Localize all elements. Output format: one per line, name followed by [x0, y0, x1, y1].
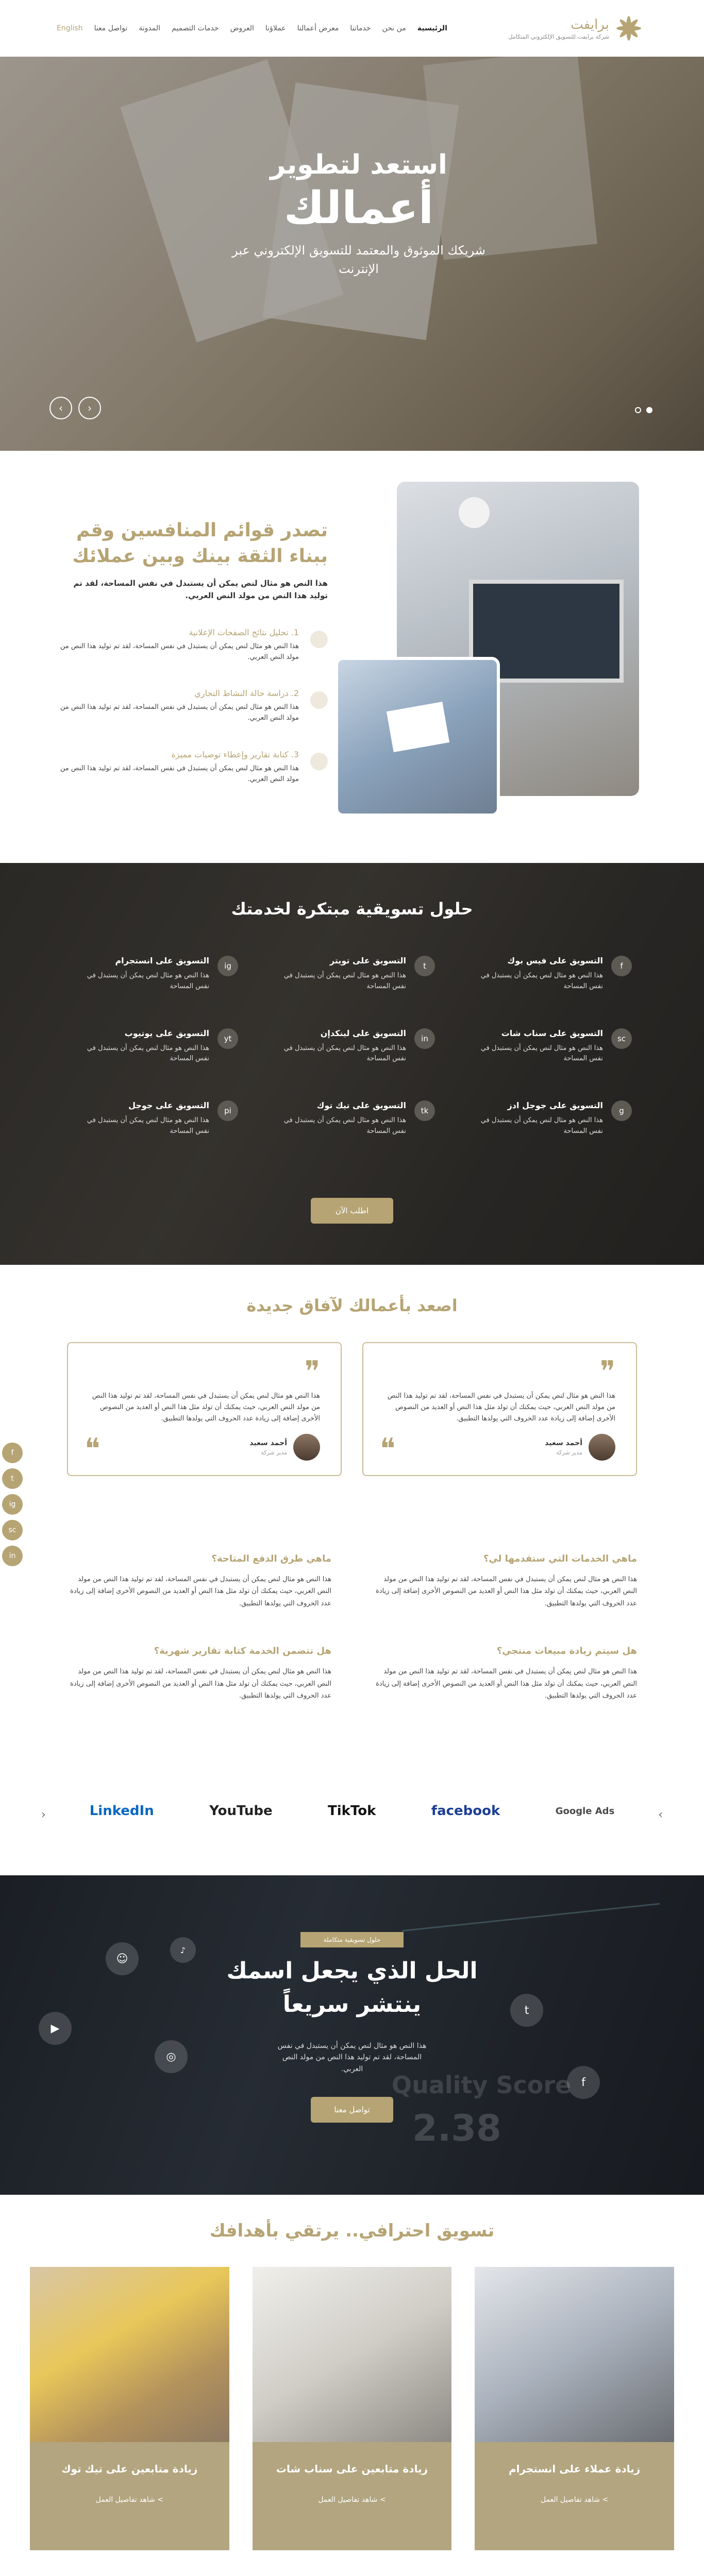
hero-subtitle: شريكك الموثوق والمعتمد للتسويق الإلكتروني عبر الإنترنت: [232, 243, 485, 276]
nav-item-home[interactable]: الرئيسية: [417, 24, 447, 32]
service-desc: هذا النص هو مثال لنص يمكن أن يستبدل في نفس المساحة: [480, 1044, 603, 1063]
faq-item[interactable]: [373, 1646, 637, 1702]
main-menu: [57, 24, 447, 32]
snapchat-icon: ☺: [106, 1942, 139, 1975]
top-navbar: [0, 0, 704, 57]
tablet-image: [335, 657, 500, 817]
service-title: التسويق على انستجرام: [115, 956, 209, 965]
feature-title: 1. تحليل نتائج الصفحات الإعلانية: [189, 627, 299, 637]
work-card[interactable]: [475, 2267, 674, 2550]
quote-icon: ❞: [304, 1355, 320, 1388]
service-item[interactable]: [72, 1100, 238, 1137]
service-title: التسويق على يوتيوب: [124, 1028, 209, 1038]
feature-item: [60, 688, 328, 724]
brand-logo-tiktok: TikTok: [328, 1803, 376, 1819]
cta-title-line1: الحل الذي يجعل اسمك: [226, 1958, 478, 1984]
service-item[interactable]: [269, 1028, 435, 1065]
brand-logo-facebook: facebook: [431, 1803, 500, 1819]
faq-question[interactable]: ماهي الخدمات التي ستقدمها لي؟: [483, 1553, 637, 1564]
faq-question[interactable]: ماهي طرق الدفع المتاحة؟: [211, 1553, 331, 1564]
nav-item-services[interactable]: خدماتنا: [350, 24, 371, 32]
service-desc: هذا النص هو مثال لنص يمكن أن يستبدل في نفس المساحة: [87, 1116, 209, 1135]
nav-item-blog[interactable]: المدونة: [139, 24, 161, 32]
work-details-link[interactable]: > شاهد تفاصيل العمل: [95, 2496, 163, 2504]
service-item[interactable]: [269, 1100, 435, 1137]
avatar: [589, 1434, 615, 1461]
google-ads-icon: g: [611, 1100, 632, 1121]
faq-item[interactable]: [373, 1553, 637, 1609]
service-desc: هذا النص هو مثال لنص يمكن أن يستبدل في نفس المساحة: [480, 972, 603, 990]
instagram-icon: ◎: [155, 2040, 188, 2073]
service-desc: هذا النص هو مثال لنص يمكن أن يستبدل في نفس المساحة: [283, 972, 406, 990]
twitter-icon: t: [510, 1994, 543, 2027]
testimonial-text: هذا النص هو مثال لنص يمكن أن يستبدل في نفس المساحة، لقد تم توليد هذا النص من مولد النص العربي، حيث يمكنك أن تولد مثل هذا النص أو العديد من النصوص الأخرى إضافة إلى زيادة عدد الحروف التي يولدها التطبيق.: [387, 1392, 615, 1423]
work-image: [253, 2267, 452, 2442]
work-details-link[interactable]: > شاهد تفاصيل العمل: [318, 2496, 386, 2504]
slider-dot[interactable]: [635, 407, 641, 413]
service-title: التسويق على تويتر: [329, 956, 406, 965]
testimonial-card: [67, 1342, 342, 1476]
faq-answer: هذا النص هو مثال لنص يمكن أن يستبدل في نفس المساحة، لقد تم توليد هذا النص من مولد النص العربي، حيث يمكنك أن تولد مثل هذا النص أو العديد من النصوص الأخرى إضافة إلى زيادة عدد الحروف التي يولدها التطبيق.: [70, 1668, 331, 1700]
service-item[interactable]: [466, 1100, 632, 1137]
tiktok-icon: ♪: [170, 1937, 196, 1963]
hero-line2: أعمالك: [283, 182, 434, 234]
work-image: [475, 2267, 674, 2442]
about-desc: هذا النص هو مثال لنص يمكن أن يستبدل في نفس المساحة، لقد تم توليد هذا النص من مولد النص العربي.: [73, 578, 328, 600]
service-title: التسويق على لينكدإن: [320, 1028, 406, 1038]
quote-icon: ❝: [380, 1432, 396, 1466]
service-title: التسويق على سناب شات: [501, 1028, 603, 1038]
facebook-icon: f: [611, 956, 632, 976]
person-role: مدير شركة: [556, 1449, 582, 1456]
service-desc: هذا النص هو مثال لنص يمكن أن يستبدل في نفس المساحة: [283, 1044, 406, 1063]
tiktok-icon: tk: [414, 1100, 435, 1121]
nav-item-portfolio[interactable]: معرض أعمالنا: [297, 24, 339, 32]
cta-desc: هذا النص هو مثال لنص يمكن أن يستبدل في نفس المساحة، لقد تم توليد هذا النص من مولد النص العربي.: [277, 2042, 427, 2073]
service-item[interactable]: [72, 956, 238, 992]
logo[interactable]: [509, 15, 643, 42]
faq-question[interactable]: هل تتضمن الخدمة كتابة تقارير شهرية؟: [154, 1646, 331, 1657]
work-image: [30, 2267, 229, 2442]
about-section: [0, 451, 704, 863]
service-item[interactable]: [72, 1028, 238, 1065]
brands-next-arrow[interactable]: ›: [658, 1808, 663, 1821]
faq-item[interactable]: [67, 1553, 331, 1609]
faq-question[interactable]: هل سيتم زيادة مبيعات منتجي؟: [496, 1646, 637, 1657]
cta-section: [0, 1875, 704, 2195]
feature-title: 3. كتابة تقارير وإعطاء توصيات مميزة: [171, 749, 299, 759]
nav-item-about[interactable]: من نحن: [382, 24, 406, 32]
testimonials-section: [0, 1265, 704, 1857]
youtube-icon: ▶: [39, 2012, 72, 2045]
side-social-bar: [2, 1443, 23, 1566]
feature-item: [60, 750, 328, 785]
nav-item-clients[interactable]: عملاؤنا: [265, 24, 286, 32]
google-icon: pi: [217, 1100, 238, 1121]
feature-desc: هذا النص هو مثال لنص يمكن أن يستبدل في نفس المساحة، لقد تم توليد هذا النص من مولد النص العربي.: [60, 703, 299, 722]
service-item[interactable]: [466, 956, 632, 992]
facebook-icon[interactable]: f: [2, 1443, 23, 1463]
testimonial-card: [362, 1342, 637, 1476]
hero-text: [230, 149, 488, 278]
about-title: تصدر قوائم المنافسين وقم ببناء الثقة بينك وبين عملائك: [72, 520, 328, 567]
quote-icon: ❞: [599, 1355, 615, 1388]
slider-dots: [635, 407, 652, 413]
services-section: [0, 863, 704, 1265]
work-card[interactable]: [253, 2267, 452, 2550]
work-card[interactable]: [30, 2267, 229, 2550]
feature-icon: [310, 691, 328, 709]
feature-item: [60, 628, 328, 663]
quote-icon: ❝: [85, 1432, 100, 1466]
snapchat-icon[interactable]: sc: [2, 1520, 23, 1540]
testimonials-title: اصعد بأعمالك لآفاق جديدة: [246, 1296, 458, 1315]
twitter-icon[interactable]: t: [2, 1468, 23, 1489]
order-now-button[interactable]: اطلب الآن: [311, 1198, 393, 1224]
linkedin-icon[interactable]: in: [2, 1546, 23, 1566]
logo-title: برايفت: [571, 16, 609, 32]
brand-logo-youtube: YouTube: [209, 1803, 273, 1819]
youtube-icon: yt: [217, 1028, 238, 1049]
facebook-icon: f: [567, 2066, 600, 2099]
work-details-link[interactable]: > شاهد تفاصيل العمل: [540, 2496, 609, 2504]
service-title: التسويق على جوجل: [128, 1100, 209, 1111]
brands-prev-arrow[interactable]: ‹: [41, 1808, 46, 1821]
instagram-icon: ig: [217, 956, 238, 976]
instagram-icon[interactable]: ig: [2, 1494, 23, 1515]
feature-title: 2. دراسة حالة النشاط التجاري: [194, 688, 299, 699]
linkedin-icon: in: [414, 1028, 435, 1049]
feature-icon: [310, 753, 328, 770]
slider-prev-button[interactable]: ›: [49, 397, 72, 419]
logo-icon: [615, 15, 642, 42]
service-title: التسويق على تيك توك: [316, 1100, 406, 1111]
feature-desc: هذا النص هو مثال لنص يمكن أن يستبدل في نفس المساحة، لقد تم توليد هذا النص من مولد النص العربي.: [60, 642, 299, 661]
slider-dot[interactable]: [646, 407, 652, 413]
person-name: أحمد سعيد: [249, 1438, 287, 1447]
service-desc: هذا النص هو مثال لنص يمكن أن يستبدل في نفس المساحة: [283, 1116, 406, 1135]
slider-next-button[interactable]: ‹: [78, 397, 101, 419]
service-desc: هذا النص هو مثال لنص يمكن أن يستبدل في نفس المساحة: [87, 1044, 209, 1063]
nav-item-design[interactable]: خدمات التصميم: [172, 24, 219, 32]
brands-carousel: [62, 1803, 642, 1819]
language-switch[interactable]: English: [57, 24, 83, 32]
avatar: [293, 1434, 320, 1461]
faq-answer: هذا النص هو مثال لنص يمكن أن يستبدل في نفس المساحة، لقد تم توليد هذا النص من مولد النص العربي، حيث يمكنك أن تولد مثل هذا النص أو العديد من النصوص الأخرى إضافة إلى زيادة عدد الحروف التي يولدها التطبيق.: [70, 1575, 331, 1607]
brand-logo-linkedin: LinkedIn: [89, 1803, 154, 1819]
feature-icon: [310, 631, 328, 648]
logo-subtitle: شركة برايفت للتسويق الإلكتروني المتكامل: [508, 33, 609, 40]
hero-line1: استعد لتطوير: [270, 149, 447, 180]
faq-item[interactable]: [67, 1646, 331, 1702]
works-title: تسويق احترافي.. يرتقي بأهدافك: [209, 2221, 495, 2241]
faq-answer: هذا النص هو مثال لنص يمكن أن يستبدل في نفس المساحة، لقد تم توليد هذا النص من مولد النص العربي، حيث يمكنك أن تولد مثل هذا النص أو العديد من النصوص الأخرى إضافة إلى زيادة عدد الحروف التي يولدها التطبيق.: [376, 1575, 637, 1607]
nav-item-contact[interactable]: تواصل معنا: [94, 24, 128, 32]
service-title: التسويق على جوجل ادز: [507, 1100, 603, 1111]
slider-arrows: [49, 397, 101, 419]
service-item[interactable]: [466, 1028, 632, 1065]
person-role: مدير شركة: [261, 1449, 287, 1456]
service-item[interactable]: [269, 956, 435, 992]
cta-badge: حلول تسويقية متكاملة: [300, 1932, 404, 1947]
twitter-icon: t: [414, 956, 435, 976]
service-desc: هذا النص هو مثال لنص يمكن أن يستبدل في نفس المساحة: [480, 1116, 603, 1135]
services-title: حلول تسويقية مبتكرة لخدمتك: [231, 899, 473, 919]
work-title: زيادة متابعين على تيك توك: [61, 2463, 198, 2475]
faq-answer: هذا النص هو مثال لنص يمكن أن يستبدل في نفس المساحة، لقد تم توليد هذا النص من مولد النص العربي، حيث يمكنك أن تولد مثل هذا النص أو العديد من النصوص الأخرى إضافة إلى زيادة عدد الحروف التي يولدها التطبيق.: [376, 1668, 637, 1700]
works-section: [0, 2195, 704, 2576]
services-grid: [72, 956, 632, 1137]
work-title: زيادة عملاء على انستجرام: [509, 2463, 641, 2475]
contact-us-button[interactable]: تواصل معنا: [311, 2097, 393, 2123]
faq-list: [67, 1553, 637, 1702]
hero-slider: [0, 57, 704, 451]
brand-logo-google-ads: Google Ads: [555, 1805, 615, 1817]
snapchat-icon: sc: [611, 1028, 632, 1049]
testimonial-text: هذا النص هو مثال لنص يمكن أن يستبدل في نفس المساحة، لقد تم توليد هذا النص من مولد النص العربي، حيث يمكنك أن تولد مثل هذا النص أو العديد من النصوص الأخرى إضافة إلى زيادة عدد الحروف التي يولدها التطبيق.: [92, 1392, 320, 1423]
service-title: التسويق على فيس بوك: [507, 956, 603, 965]
person-name: أحمد سعيد: [545, 1438, 582, 1447]
feature-desc: هذا النص هو مثال لنص يمكن أن يستبدل في نفس المساحة، لقد تم توليد هذا النص من مولد النص العربي.: [60, 764, 299, 783]
nav-item-offers[interactable]: العروض: [230, 24, 254, 32]
service-desc: هذا النص هو مثال لنص يمكن أن يستبدل في نفس المساحة: [87, 972, 209, 990]
cta-title-line2: ينتشر سريعاً: [282, 1991, 422, 2018]
work-title: زيادة متابعين على سناب شات: [276, 2463, 428, 2475]
